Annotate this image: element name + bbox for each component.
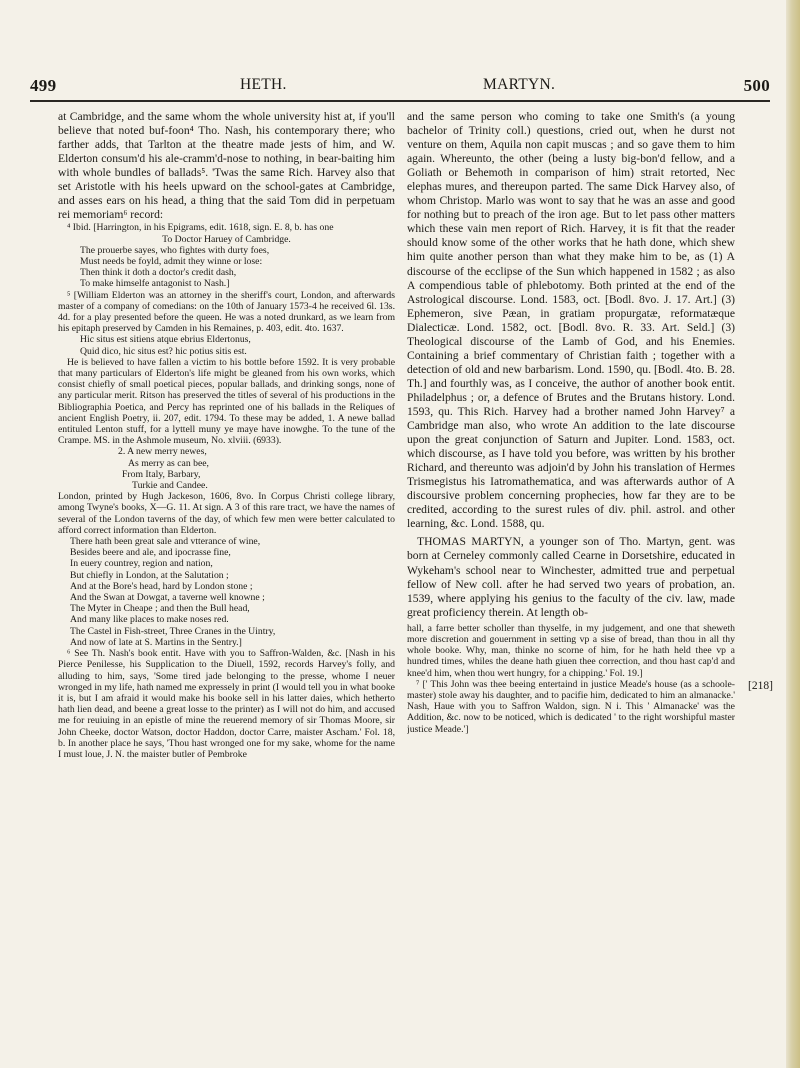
verse-line: In euery countrey, region and nation, bbox=[70, 558, 213, 570]
verse-line: 2. A new merry newes, bbox=[118, 446, 207, 458]
verse-line: Turkie and Candee. bbox=[132, 480, 208, 492]
verse-line: Quid dico, hic situs est? hic potius sitis est. bbox=[80, 345, 247, 357]
verse-line: The Castel in Fish-street, Three Cranes in the Uintry, bbox=[70, 625, 276, 637]
verse-line: And now of late at S. Martins in the Sentry.] bbox=[70, 636, 242, 648]
verse-line: And the Swan at Dowgat, a taverne well knowne ; bbox=[70, 592, 265, 604]
left-column bbox=[58, 110, 395, 1055]
verse-line: Hic situs est sitiens atque ebrius Eldertonus, bbox=[80, 334, 251, 346]
verse-line: And many like places to make noses red. bbox=[70, 614, 229, 626]
running-title-left: HETH. bbox=[240, 76, 287, 93]
verse-line: The prouerbe sayes, who fightes with durty foes, bbox=[80, 244, 270, 256]
verse-line: To make himselfe antagonist to Nash.] bbox=[80, 278, 230, 290]
body-paragraph: and the same person who coming to take one Smith's (a young bachelor of Trinity coll.) questions, cried out, when he durst not venture on them, Aquila non capit muscas ; and so gave them to him again. Whereunto, the other (being a lusty big-bon'd fellow, and a Goliath or Behemoth in comparison of him) strait retorted, Nec elephas mures, and thereupon parted. The same Dick Harvey also, of whom Christop. Marlo was wont to say that he was an asse and good for nothing but to preach of the iron age. But to let pass other matters which these vain men report of Rich. Harvey, it is fit that the reader should know some of the other works that he hath done, which shew him quite another person than what they make him to be, as (1) A discourse of the ecclipse of the Sun which happened in 1582 ; as also A compendious table of phlebotomy. Both printed at the end of the Astrological discourse. Lond. 1583, oct. [Bodl. 8vo. J. 17. Art.] (3) Ephemeron, sive Pæan, in gratiam propurgatæ, reformatæque Dialecticæ. Lond. 1582, oct. [Bodl. 8vo. R. 33. Art. Seld.] (3) Theological discourse of the Lamb of God, and his Enemies. Containing a brief commentary of Christian faith ; together with a detection of old and new barbarism. Lond. 1590, qu. [Bodl. 4to. B. 28. Th.] and fourthly was, as I conceive, the author of another book entit. Philadelphus ; or, a defence of Brutes and the Brutans history. Lond. 1593, qu. This Rich. Harvey had a brother named John Harvey⁷ a Cambridge man also, who wrote An addition to the late discourse upon the great conjunction of Saturn and Jupiter. Lond. 1583, oct. which discourse, as I have told you before, was written by his brother Richard, and thereunto was adjoin'd by John his translation of Hermes Trismegistus his Iatromathematica, and was afterwards author of A discoursive problem concerning prophecies, how far they are to be credited, according to the surest rules of div. phil. astrol. and other learning, &c. Lond. 1588, qu. bbox=[407, 110, 735, 531]
footnote-5-continued: London, printed by Hugh Jackeson, 1606, 8vo. In Corpus Christi college library, among Twyne's books, X—G. 11. At sign. A 3 of this rare tract, we have the names of several of the London taverns of the day, of which few men were better calculated to afford correct information than Elderton. bbox=[58, 491, 395, 536]
verse-harrington bbox=[58, 234, 395, 290]
verse-line: Then think it doth a doctor's credit dash, bbox=[80, 267, 237, 279]
footnote-5: ⁵ [William Elderton was an attorney in the sheriff's court, London, and afterwards master of a company of comedians: on the 10th of January 1573-4 he received 6l. 13s. 4d. for a play presented before the queen. He was a noted drunkard, as we learn from his epitaph preserved by Camden in his Remaines, p. 403, edit. 4to. 1637. bbox=[58, 289, 395, 335]
verse-merry-newes bbox=[58, 446, 395, 491]
page-number-left: 499 bbox=[30, 76, 57, 95]
verse-line: But chiefly in London, at the Salutation ; bbox=[70, 569, 229, 581]
footnote-5-continued: He is believed to have fallen a victim to his bottle before 1592. It is very probable that many particulars of Elderton's life might be gleaned from his own works, which consist chiefly of small poetical pieces, popular ballads, and drinking songs, none of any particular merit. Ritson has preserved the titles of several of his productions in the Bibliographia Poetica, and Percy has reprinted one of his ballads in the Reliques of ancient English Poetry, ii. 207, edit. 1794. To these may be added, 1. A newe ballad entituled Lenton stuff, for a lyttell muny ye maye have inowghe. To the tune of the Crampe. MS. in the Ashmole museum, No. xlviii. (6933). bbox=[58, 356, 395, 447]
margin-reference: [218] bbox=[748, 680, 773, 692]
footnote-4: ⁴ Ibid. [Harrington, in his Epigrams, edit. 1618, sign. E. 8, b. has one bbox=[67, 222, 334, 234]
footnote-7: ⁷ [' This John was thee beeing entertaind in justice Meade's house (as a schoole-master) stole away his daughter, and to pacifie him, dedicated to him an almanacke.' Nash, Haue with you to Saffron Waldon, sign. N i. This ' Almanacke' was the Addition, &c. now to be noticed, which is dedicated ' to the right worshipful master justice Meade.'] bbox=[407, 678, 735, 735]
verse-taverns bbox=[58, 536, 395, 648]
header-rule bbox=[30, 100, 770, 102]
right-column bbox=[407, 110, 735, 1055]
verse-epitaph bbox=[58, 334, 395, 356]
page-number-right: 500 bbox=[743, 76, 770, 95]
verse-line: Besides beere and ale, and ipocrasse fine, bbox=[70, 547, 231, 559]
footnote-6-continued: hall, a farre better scholler than thyselfe, in my judgement, and one that sheweth more discretion and gouernment in setting vp a sise of bread, than thou in all thy whole booke. Why, man, thinke no scorne of him, for he hath held thee vp a hundred times, whiles the deane hath giuen thee correction, and thou hast cap'd and knee'd him, when thou wert hungry, for a chipping.' Fol. 19.] bbox=[407, 622, 735, 679]
running-title-right: MARTYN. bbox=[483, 76, 556, 93]
page-edge bbox=[786, 0, 800, 1068]
verse-line: There hath been great sale and vtterance of wine, bbox=[70, 536, 261, 548]
entry-thomas-martyn: THOMAS MARTYN, a younger son of Tho. Martyn, gent. was born at Cerneley commonly called Cearne in Dorsetshire, educated in Wykeham's school near to Winchester, admitted true and perpetual fellow of New coll. after he had served two years of probation, an. 1539, where applying his genius to the faculty of the civ. law, made great proficiency therein. At length ob- bbox=[407, 535, 735, 619]
verse-line: As merry as can bee, bbox=[128, 457, 209, 469]
verse-line: The Myter in Cheape ; and then the Bull head, bbox=[70, 603, 250, 615]
footnote-6: ⁶ See Th. Nash's book entit. Have with you to Saffron-Walden, &c. [Nash in his Pierce Penilesse, his Supplication to the Diuell, 1592, records Harvey's folly, and alluding to him, says, 'Some tired jade belonging to the presse, whome I neuer wronged in my life, hath named me expressely in print (I would tell you in what booke it is, but I am afraid it would make his booke sell in his latter daies, which hetherto hath lien dead, and beene a great losse to the printer) as I will not do him, and accused me for reuiuing in an epistle of mine the reuerend memory of sir Thomas Moore, sir John Cheeke, doctor Watson, doctor Haddon, doctor Carre, maister Ascham.' Fol. 18, b. In another place he says, 'Thou hast wronged one for my sake, whome for the name I must loue, J. N. the maister butler of Pembroke bbox=[58, 648, 395, 760]
verse-line: To Doctor Haruey of Cambridge. bbox=[162, 233, 291, 245]
verse-line: From Italy, Barbary, bbox=[122, 468, 201, 480]
verse-line: Must needs be foyld, admit they winne or lose: bbox=[80, 255, 263, 267]
verse-line: And at the Bore's head, hard by London stone ; bbox=[70, 580, 253, 592]
running-header bbox=[30, 76, 770, 100]
body-paragraph: at Cambridge, and the same whom the whole university hist at, if you'll believe that noted buf-foon⁴ Tho. Nash, his contemporary there; who farther adds, that Tarlton at the theatre made jests of him, and W. Elderton consum'd his ale-cramm'd-nose to nothing, in bear-baiting him with whole bundles of ballads⁵. 'Twas the same Rich. Harvey also that set Aristotle with his heels upward on the school-gates at Cambridge, and asses ears on his head, a thing that the said Tom did in perpetuam rei memoriam⁶ record: bbox=[58, 110, 395, 222]
